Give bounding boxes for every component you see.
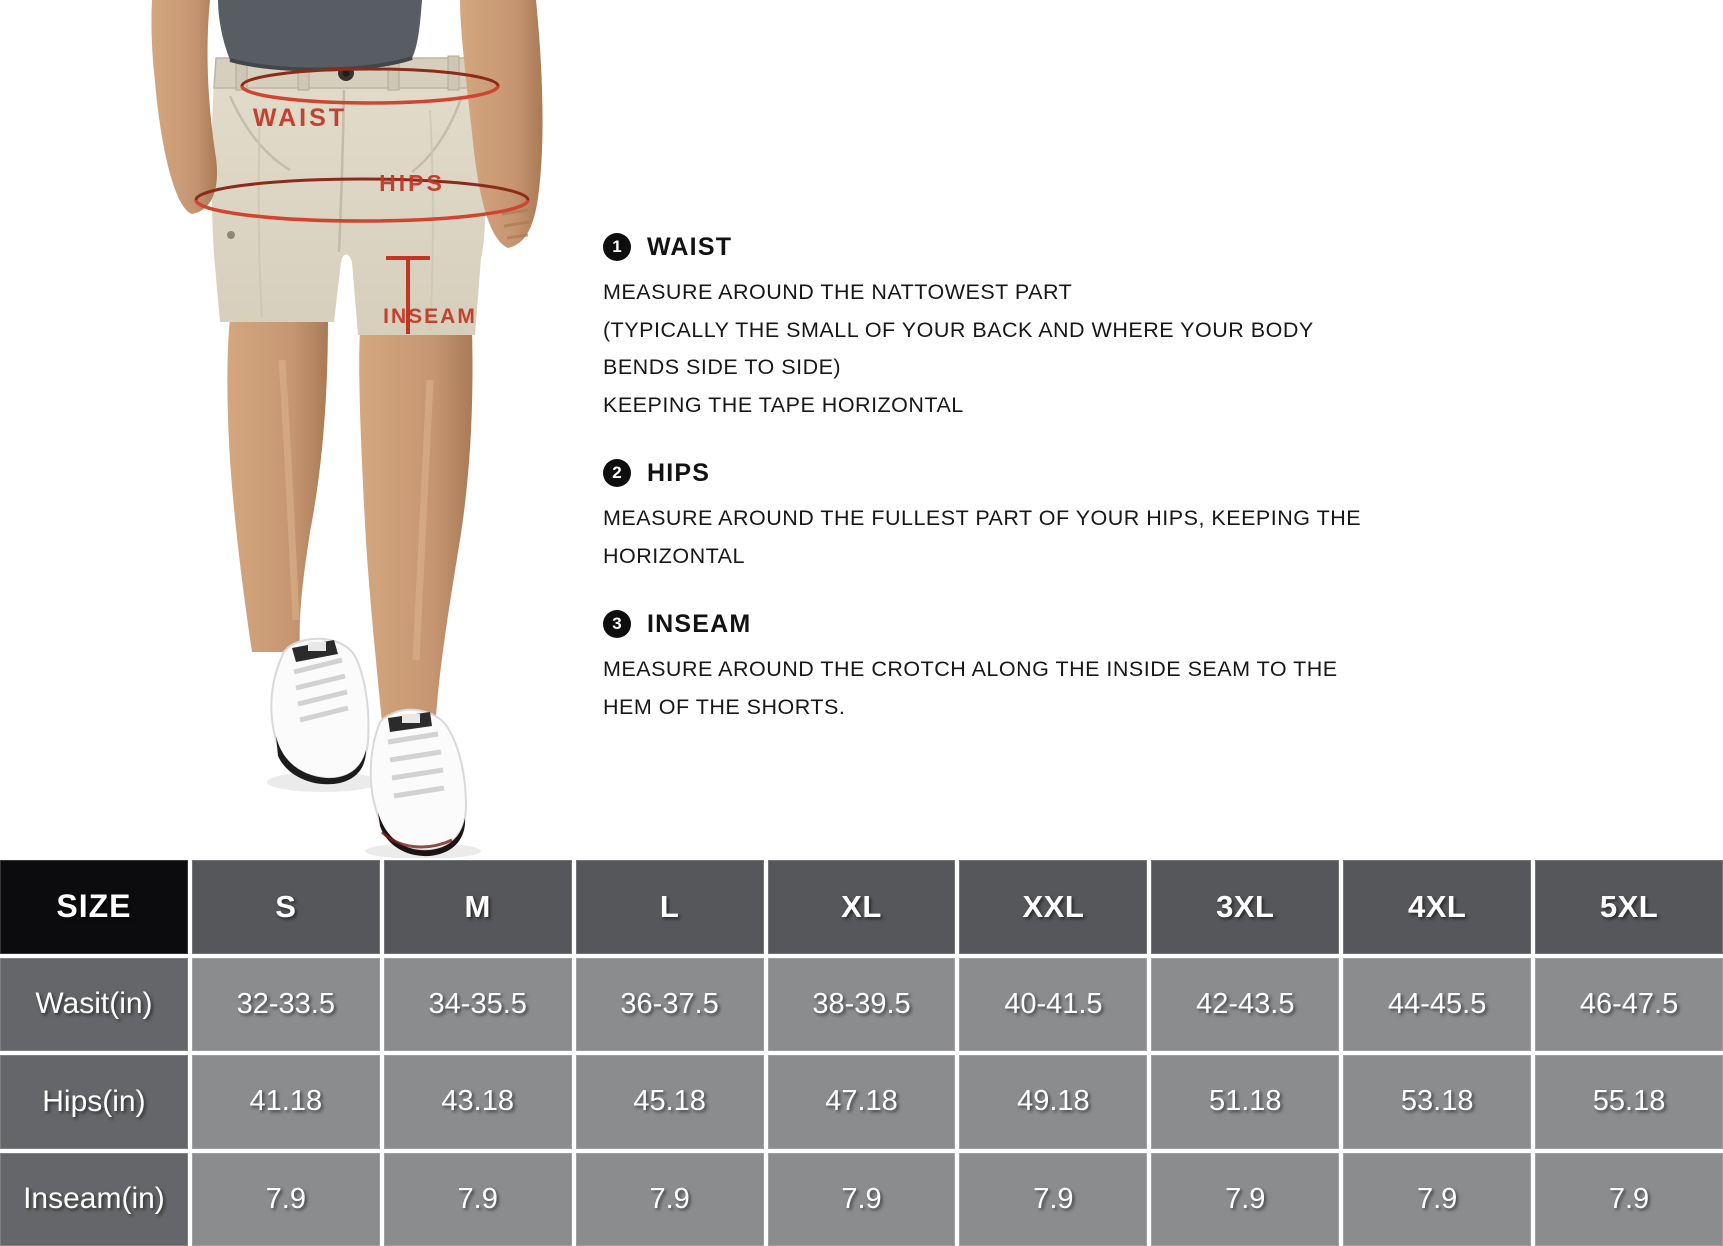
table-cell-inseam-4xl: 7.9: [1343, 1153, 1531, 1246]
step-3-badge: 3: [603, 610, 631, 638]
table-cell-hips-5xl: 55.18: [1535, 1055, 1723, 1149]
instruction-line: MEASURE AROUND THE CROTCH ALONG THE INSIDE SEAM TO THE: [603, 657, 1338, 681]
table-cell-hips-3xl: 51.18: [1151, 1055, 1339, 1149]
zipper-pull: [227, 231, 235, 239]
table-cell-inseam-xxl: 7.9: [959, 1153, 1147, 1246]
left-arm: [151, 0, 217, 214]
table-cell-hips-4xl: 53.18: [1343, 1055, 1531, 1149]
table-header-xl: XL: [768, 860, 956, 954]
table-cell-waist-l: 36-37.5: [576, 958, 764, 1052]
table-cell-inseam-m: 7.9: [384, 1153, 572, 1246]
table-header-m: M: [384, 860, 572, 954]
instruction-inseam-title: INSEAM: [647, 609, 752, 638]
table-cell-inseam-s: 7.9: [192, 1153, 380, 1246]
instruction-line: MEASURE AROUND THE NATTOWEST PART: [603, 280, 1073, 304]
table-cell-hips-xxl: 49.18: [959, 1055, 1147, 1149]
instruction-line: HEM OF THE SHORTS.: [603, 694, 846, 719]
instruction-inseam: [603, 609, 1373, 726]
table-cell-waist-s: 32-33.5: [192, 958, 380, 1052]
instruction-line: MEASURE AROUND THE FULLEST PART OF YOUR HIPS, KEEPING THE: [603, 506, 1362, 530]
instruction-inseam-heading: [603, 609, 1373, 639]
table-cell-hips-m: 43.18: [384, 1055, 572, 1149]
table-header-4xl: 4XL: [1343, 860, 1531, 954]
size-chart-table: [0, 860, 1723, 1246]
waist-label: WAIST: [252, 104, 348, 132]
table-header-s: S: [192, 860, 380, 954]
model-photo: [130, 0, 600, 858]
measurement-instructions: [603, 232, 1373, 760]
instruction-hips-heading: [603, 458, 1373, 488]
table-cell-waist-xxl: 40-41.5: [959, 958, 1147, 1052]
left-shoe: [271, 639, 368, 784]
table-cell-inseam-xl: 7.9: [768, 1153, 956, 1246]
step-2-badge: 2: [603, 459, 631, 487]
instruction-waist: [603, 232, 1373, 424]
hips-label: HIPS: [379, 170, 445, 196]
table-header-l: L: [576, 860, 764, 954]
instruction-line: HORIZONTAL: [603, 543, 745, 568]
table-cell-inseam-l: 7.9: [576, 1153, 764, 1246]
row-label-inseam: Inseam(in): [0, 1153, 188, 1246]
instruction-hips: [603, 458, 1373, 575]
table-header-size: SIZE: [0, 860, 188, 954]
instruction-line: BENDS SIDE TO SIDE): [603, 355, 842, 379]
step-1-badge: 1: [603, 233, 631, 261]
instruction-line: KEEPING THE TAPE HORIZONTAL: [603, 392, 964, 417]
instruction-line: (TYPICALLY THE SMALL OF YOUR BACK AND WHERE YOUR BODY: [603, 317, 1314, 342]
table-cell-waist-5xl: 46-47.5: [1535, 958, 1723, 1052]
table-cell-hips-s: 41.18: [192, 1055, 380, 1149]
table-cell-waist-3xl: 42-43.5: [1151, 958, 1339, 1052]
instruction-waist-title: WAIST: [647, 232, 733, 261]
model-illustration: [130, 0, 600, 858]
table-cell-hips-l: 45.18: [576, 1055, 764, 1149]
instruction-hips-title: HIPS: [647, 458, 711, 487]
table-header-5xl: 5XL: [1535, 860, 1723, 954]
table-cell-inseam-3xl: 7.9: [1151, 1153, 1339, 1246]
instruction-waist-heading: [603, 232, 1373, 262]
table-cell-inseam-5xl: 7.9: [1535, 1153, 1723, 1246]
row-label-hips: Hips(in): [0, 1055, 188, 1149]
table-cell-waist-4xl: 44-45.5: [1343, 958, 1531, 1052]
shirt: [218, 0, 422, 70]
row-label-waist: Wasit(in): [0, 958, 188, 1052]
table-cell-waist-m: 34-35.5: [384, 958, 572, 1052]
inseam-label: INSEAM: [383, 305, 477, 328]
table-cell-hips-xl: 47.18: [768, 1055, 956, 1149]
right-shoe: [371, 710, 466, 856]
table-cell-waist-xl: 38-39.5: [768, 958, 956, 1052]
table-header-3xl: 3XL: [1151, 860, 1339, 954]
table-header-xxl: XXL: [959, 860, 1147, 954]
